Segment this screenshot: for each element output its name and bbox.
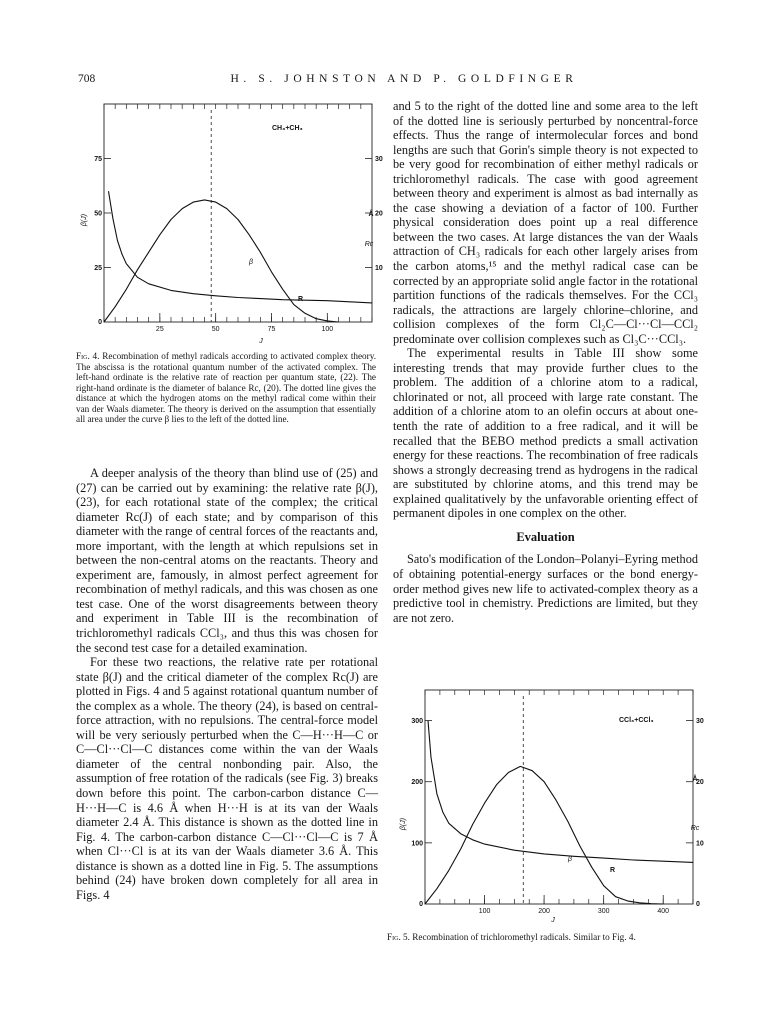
left-paragraph-2: For these two reactions, the relative rate per rotational state β(J) and the critical diameter of the complex Rc(J) are plotted in Figs. 4 and 5 against rotational quantum number of the complex as a whole. The theory (24), is based on central-force attraction, with no repulsions. The central-force model will be very seriously perturbed when the C—H···H—C or C—Cl···Cl—C distances come within the van der Waals diameter of the central nonbonding pair. Also, the assumption of free rotation of the radicals (see Fig. 3) breaks down before this point. The carbon-carbon distance C—H···H—C is 4.6 Å when H···H is at its van der Waals diameter 2.4 Å. This distance is shown as the dotted line in Fig. 4. The carbon-carbon distance C—Cl···Cl—C is 7 Å when Cl···Cl is at its van der Waals diameter 3.6 Å. This distance is shown as a dotted line in Fig. 5. The assumptions behind (24) have broken down completely for all area in Figs. 4 <box>76 655 378 902</box>
y-left-tick-label: 300 <box>411 718 423 726</box>
x-tick-label: 75 <box>267 326 276 333</box>
running-head-authors: H. S. JOHNSTON AND P. GOLDFINGER <box>230 73 578 85</box>
y-right-tick-label: 10 <box>375 265 383 272</box>
figure-5-chart <box>393 684 703 924</box>
right-axis-label: Rc <box>690 825 700 832</box>
left-paragraph-1: A deeper analysis of the theory than blind use of (25) and (27) can be carried out by examining: the relative rate β(J), (23), for each rotational state of the complex; the critical diameter Rc(J) of each state; and by comparison of this diameter with the range of central forces of the reactants and, more important, with the length at which repulsions set in between the non-central atoms on the reactants. Theory and experiment are, famously, in almost perfect agreement for recombination of methyl radicals, and this was chosen as one test case. One of the worst disagreements between theory and experiment in Table III is the recombination of trichloromethyl radicals CCl₃, and thus this was chosen for the second test case for a detailed examination. <box>76 466 378 655</box>
x-tick-label: 200 <box>538 908 550 915</box>
x-tick-label: 300 <box>597 908 610 915</box>
left-axis-label: β(J) <box>400 817 407 831</box>
r-curve-label: R <box>610 867 616 874</box>
right-axis-unit: Å <box>692 776 698 783</box>
right-column <box>393 99 698 625</box>
figure-4-caption <box>76 351 376 425</box>
figure-4-caption-text: Recombination of methyl radicals according to activated complex theory. The abscissa is the rotational quantum number of the activated complex. The left-hand ordinate is the relative rate of reaction per quantum state, (22). The right-hand ordinate is the diameter of balance Rc, (20). The dotted line gives the distance at which the hydrogen atoms on the methyl radical come within their van der Waals diameter. The theory is derived on the assumption that essentially all area under the curve β lies to the left of the dotted line. <box>76 351 377 424</box>
y-left-tick-label: 50 <box>94 210 102 218</box>
y-right-tick-label: 20 <box>375 210 383 218</box>
y-left-tick-label: 200 <box>411 779 423 787</box>
x-tick-label: 25 <box>155 326 164 333</box>
series-line-beta <box>425 766 663 904</box>
section-title-evaluation: Evaluation <box>516 529 575 544</box>
y-left-tick-label: 0 <box>98 319 102 326</box>
y-left-tick-label: 100 <box>411 840 423 848</box>
x-axis-label: J <box>551 917 555 924</box>
x-tick-label: 100 <box>321 326 334 333</box>
right-paragraph-1: and 5 to the right of the dotted line and some area to the left of the dotted line is seriously perturbed by noncentral-force effects. Thus the range of intermolecular forces and bond lengths are such that Gorin's simple theory is not expected to be very good for recombination of either methyl radicals or trichloromethyl radicals. The case with good agreement between theory and experiment is almost as bad internally as the case showing a deviation of a factor of 100. Further physical consideration does point up a real difference between the two cases. At large distances the van der Waals attraction of CH₃ radicals for each other largely arises from the carbon atoms,¹⁵ and the methyl radical case can be corrected by an appropriate solid angle factor in the rotational partition functions of the radicals themselves. For the CCl₃ radicals, the attractions are largely chlorine–chlorine, and collision complexes of the form Cl₂C—Cl···Cl—CCl₂ predominate over collision complexes such as Cl₃C···CCl₃. <box>393 99 698 346</box>
running-header <box>78 73 700 89</box>
series-line-r <box>109 191 373 303</box>
x-tick-label: 50 <box>211 326 220 333</box>
y-right-tick-label: 0 <box>696 901 700 908</box>
r-curve-label: R <box>298 296 304 303</box>
x-axis-label: J <box>259 338 263 345</box>
right-axis-unit: Å <box>368 211 374 218</box>
series-line-beta <box>104 200 339 322</box>
figure-5-caption <box>387 932 697 943</box>
y-right-tick-label: 20 <box>696 779 704 787</box>
page-number: 708 <box>78 73 96 85</box>
left-column <box>76 466 378 902</box>
figure-4-chart <box>76 98 383 348</box>
y-right-tick-label: 30 <box>696 718 704 726</box>
figure-4-caption-label: Fig. 4. <box>76 351 100 361</box>
right-paragraph-2: The experimental results in Table III show some interesting trends that may provide further clues to the problem. The addition of a chlorine atom to a radical, chlorinated or not, all proceed with large rate constant. The addition of a chlorine atom to an olefin occurs at about one-tenth the rate of addition to a free radical, and it will be recalled that the BEBO method predicts a small activation energy for these reactions. The recombination of free radicals shows a strongly decreasing trend as hydrogens in the radical are substituted by chlorine atoms, and this trend may be explained qualitatively by the unfavorable orienting effect of permanent dipoles in one complex on the other. <box>393 346 698 521</box>
figure-5-caption-text: Recombination of trichloromethyl radicals. Similar to Fig. 4. <box>412 932 636 942</box>
y-left-tick-label: 75 <box>94 156 102 163</box>
plot-frame <box>104 104 372 322</box>
y-left-tick-label: 0 <box>419 901 423 908</box>
figure-5-caption-label: Fig. 5. <box>387 932 410 942</box>
beta-curve-label: β <box>568 856 572 863</box>
beta-curve-label: β <box>249 259 253 266</box>
y-left-tick-label: 25 <box>94 265 102 272</box>
y-right-tick-label: 10 <box>696 840 704 848</box>
series-line-r <box>428 721 693 863</box>
right-axis-label: Rc <box>364 241 374 248</box>
x-tick-label: 400 <box>657 908 670 915</box>
reaction-label: CH₃+CH₃ <box>272 125 303 132</box>
x-tick-label: 100 <box>478 908 491 915</box>
left-axis-label: β(J) <box>81 213 88 227</box>
reaction-label: CCl₃+CCl₃ <box>619 717 654 724</box>
y-right-tick-label: 30 <box>375 156 383 163</box>
evaluation-paragraph: Sato's modification of the London–Polanyi–Eyring method of obtaining potential-energy surfaces or the bond energy-order method gives new life to activated-complex theory as a predictive tool in chemistry. Predictions are limited, but they are not zero. <box>393 552 698 625</box>
